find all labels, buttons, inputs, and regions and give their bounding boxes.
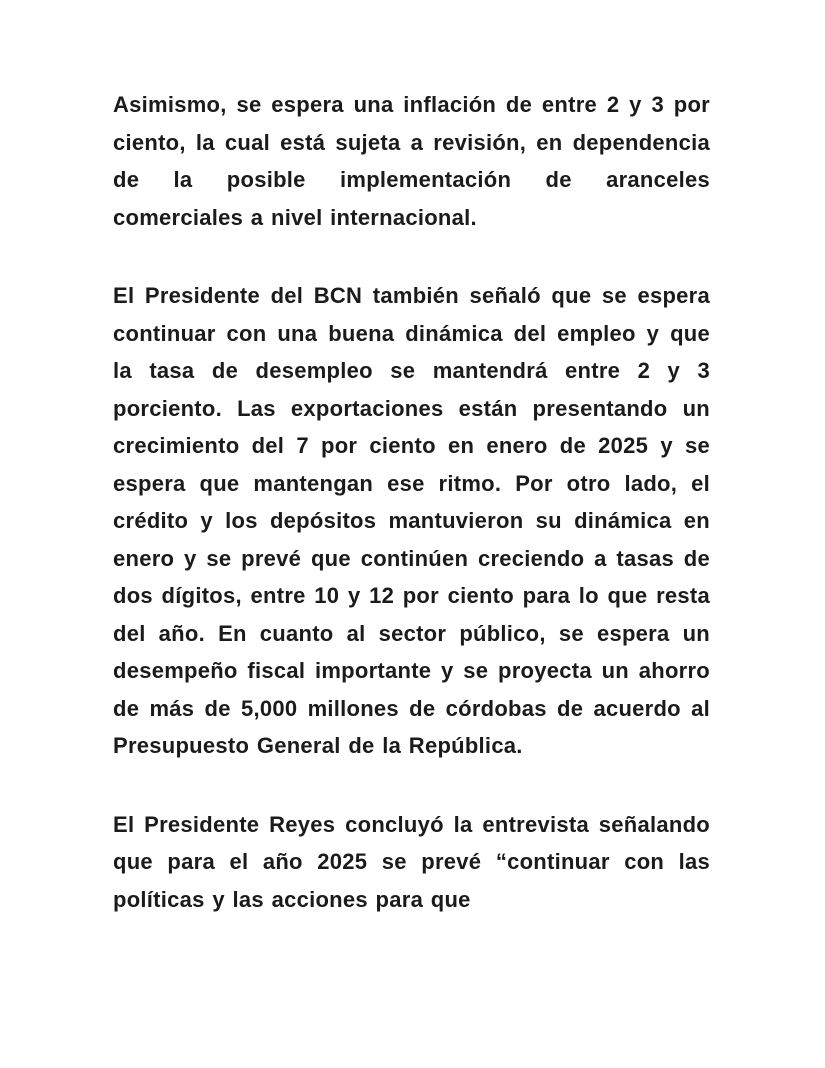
paragraph-bcn-economic-outlook: El Presidente del BCN también señaló que se espera continuar con una buena dinámica del empleo y que la tasa de desempleo se mantendrá entre 2 y 3 porciento. Las exportaciones están presentando un crecimiento del 7 por ciento en enero de 2025 y se espera que mantengan ese ritmo. Por otro lado, el crédito y los depósitos mantuvieron su dinámica en enero y se prevé que continúen creciendo a tasas de dos dígitos, entre 10 y 12 por ciento para lo que resta del año. En cuanto al sector público, se espera un desempeño fiscal importante y se proyecta un ahorro de más de 5,000 millones de córdobas de acuerdo al Presupuesto General de la República.	[113, 283, 710, 758]
paragraph-reyes-conclusion: El Presidente Reyes concluyó la entrevista señalando que para el año 2025 se prevé “continuar con las políticas y las acciones para que	[113, 811, 710, 912]
paragraph-inflation-outlook: Asimismo, se espera una inflación de entre 2 y 3 por ciento, la cual está sujeta a revisión, en dependencia de la posible implementación de aranceles comerciales a nivel internacional.	[113, 92, 710, 230]
